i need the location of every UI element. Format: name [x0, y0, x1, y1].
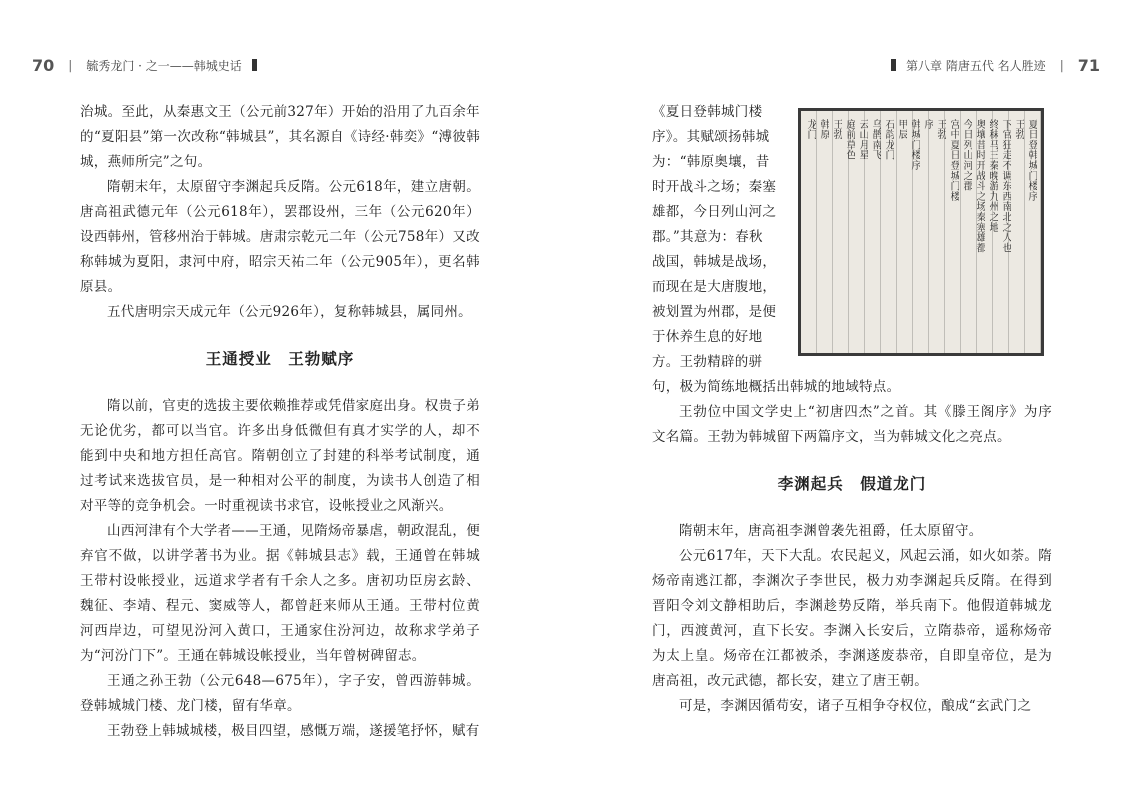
ancient-text-column: 下官狂走不调东西南北之人也: [1000, 119, 1011, 253]
ancient-text-column: 韩原: [818, 119, 829, 140]
paragraph: 五代唐明宗天成元年（公元926年），复称韩城县，属同州。: [107, 304, 472, 320]
text-with-figure: [652, 100, 1052, 375]
paragraph: 王通之孙王勃（公元648—675年），字子安，曾西游韩城。登韩城城门楼、龙门楼，留有华章。: [80, 673, 480, 714]
ancient-text-column: 奥壤昔时开战斗之场秦塞雄都: [974, 119, 985, 253]
right-page: [652, 100, 1052, 719]
ancient-text-column: 终秣马三秦晚游九州之地: [987, 119, 998, 233]
text-line: 雄都，今日列山河之: [652, 204, 777, 220]
ancient-text-column: 夏日登韩城门楼序: [1026, 119, 1037, 202]
ancient-text-column: 云山月星: [857, 119, 868, 161]
ancient-text-page: [801, 111, 1041, 353]
text-line: 于休养生息的好地: [652, 329, 763, 345]
right-page-header: [881, 54, 1100, 76]
ancient-text-column: 庭前草色: [844, 119, 855, 161]
paragraph: 治城。至此，从秦惠文王（公元前327年）开始的沿用了九百余年的“夏阳县”第一次改称“韩城县”，其名源自《诗经·韩奕》“溥彼韩城，燕师所完”之句。: [80, 104, 480, 170]
header-block-mark: [252, 59, 257, 71]
left-page-number: 70: [32, 55, 55, 75]
header-separator: |: [1059, 58, 1064, 72]
text-line: 战国，韩城是战场，: [652, 254, 777, 270]
ancient-text-column: 韩城门楼序: [909, 119, 920, 171]
paragraph: 句，极为简练地概括出韩城的地域特点。: [652, 379, 901, 395]
text-line: 为：“韩原奥壤，昔: [652, 154, 770, 170]
text-line: 方。王勃精辟的骈: [652, 354, 763, 370]
text-line: 郡。”其意为：春秋: [652, 229, 763, 245]
ancient-text-column: 王勃: [935, 119, 946, 140]
chapter-title: 第八章 隋唐五代 名人胜迹: [906, 58, 1046, 73]
paragraph: 王勃登上韩城城楼，极目四望，感慨万端，遂援笔抒怀，赋有: [107, 723, 480, 739]
text-line: 而现在是大唐腹地，: [652, 279, 777, 295]
header-separator: |: [68, 58, 73, 72]
ancient-text-column: 王勃: [1013, 119, 1024, 140]
ancient-text-column: 甲辰: [896, 119, 907, 140]
book-title: 毓秀龙门 · 之一——韩城史话: [86, 58, 242, 73]
left-page-header: [32, 54, 267, 76]
section-title: 李渊起兵 假道龙门: [777, 475, 927, 493]
ancient-text-column: 王勃: [831, 119, 842, 140]
text-line: 时开战斗之场；秦塞: [652, 179, 777, 195]
header-block-mark: [891, 59, 896, 71]
section-title: 王通授业 王勃赋序: [205, 350, 355, 368]
paragraph: 隋朝末年，太原留守李渊起兵反隋。公元618年，建立唐朝。唐高祖武德元年（公元618年），罢郡设州，三年（公元620年）设西韩州，管移州治于韩城。唐肃宗乾元二年（公元758年）又改称韩城为夏阳，隶河中府，昭宗天祐二年（公元905年），更名韩原县。: [80, 179, 480, 295]
ancient-text-column: 序: [922, 119, 933, 130]
paragraph: 王勃位中国文学史上“初唐四杰”之首。其《滕王阁序》为序文名篇。王勃为韩城留下两篇序文，当为韩城文化之亮点。: [652, 404, 1052, 445]
ancient-text-column: 宫中夏日登城门楼: [948, 119, 959, 202]
right-page-number: 71: [1077, 55, 1100, 75]
text-line: 《夏日登韩城门楼: [652, 104, 763, 120]
left-page: [80, 100, 480, 744]
text-line: 被划置为州郡，是便: [652, 304, 777, 320]
ancient-text-column: 今日列山河之郡: [961, 119, 972, 192]
paragraph: 山西河津有个大学者——王通，见隋炀帝暴虐，朝政混乱，便弃官不做，以讲学著书为业。据《韩城县志》载，王通曾在韩城王带村设帐授业，远道求学者有千余人之多。唐初功臣房玄龄、魏征、李靖、程元、窦威等人，都曾赶来师从王通。王带村位黄河西岸边，可望见汾河入黄口，王通家住汾河边，故称求学弟子为“河汾门下”。王通在韩城设帐授业，当年曾树碑留志。: [80, 523, 480, 664]
ancient-text-column: 石韵龙门: [883, 119, 894, 161]
ancient-text-image: [798, 108, 1044, 356]
paragraph: 隋以前，官吏的选拔主要依赖推荐或凭借家庭出身。权贵子弟无论优劣，都可以当官。许多出身低微但有真才实学的人，却不能到中央和地方担任高官。隋朝创立了封建的科举考试制度，通过考试来选拔官员，是一种相对公平的制度，为读书人创造了相对平等的竞争机会。一时重视读书求官，设帐授业之风渐兴。: [80, 398, 480, 514]
paragraph: 公元617年，天下大乱。农民起义，风起云涌，如火如荼。隋炀帝南逃江都，李渊次子李世民，极力劝李渊起兵反隋。在得到晋阳令刘文静相助后，李渊趁势反隋，举兵南下。他假道韩城龙门，西渡黄河，直下长安。李渊入长安后，立隋恭帝，遥称炀帝为太上皇。炀帝在江都被杀，李渊遂废恭帝，自即皇帝位，是为唐高祖，改元武德，都长安，建立了唐王朝。: [652, 548, 1052, 689]
ancient-text-column: 乌鹊南飞: [870, 119, 881, 161]
wrapped-text: [652, 100, 790, 375]
ancient-text-column: 龙门: [805, 119, 816, 140]
paragraph: 可是，李渊因循苟安，诸子互相争夺权位，酿成“玄武门之: [679, 698, 1032, 714]
paragraph: 隋朝末年，唐高祖李渊曾袭先祖爵，任太原留守。: [679, 523, 983, 539]
text-line: 序》。其赋颂扬韩城: [652, 129, 770, 145]
